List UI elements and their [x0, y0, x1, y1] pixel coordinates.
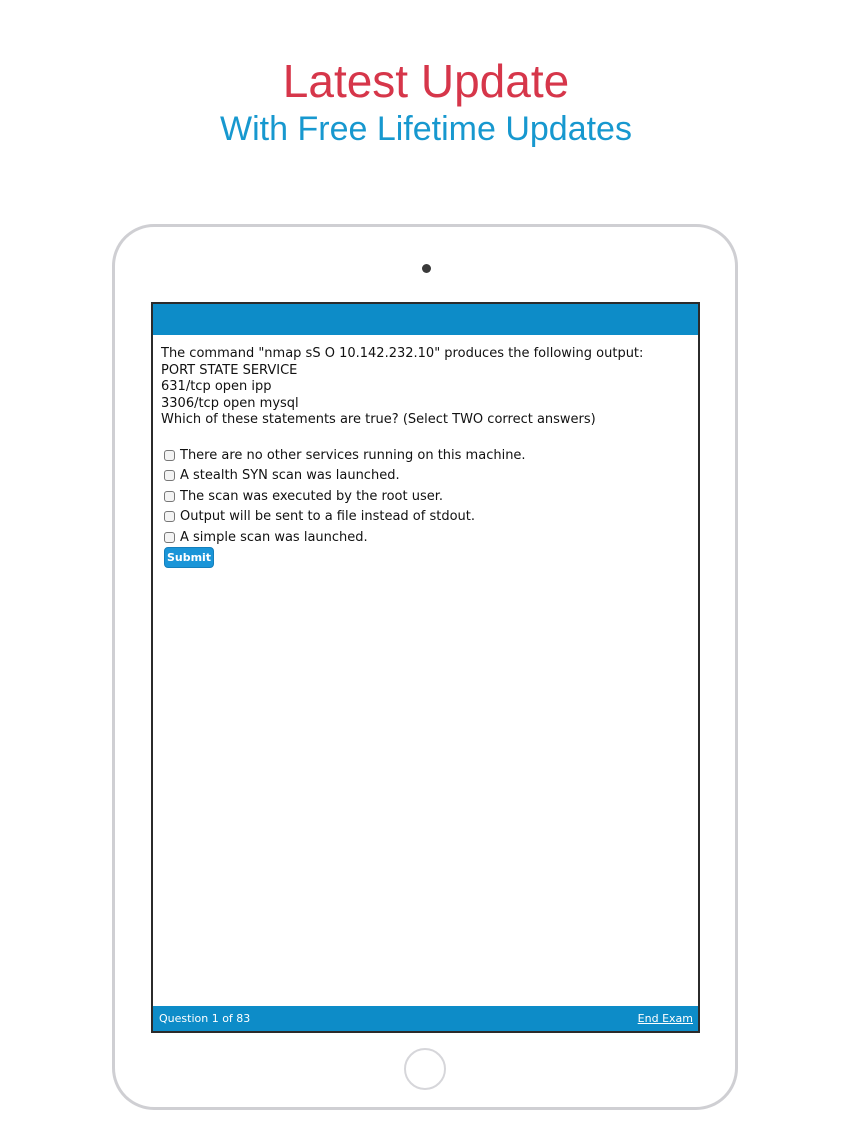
question-line: The command "nmap sS O 10.142.232.10" produces the following output: [161, 346, 644, 361]
promo-subtitle: With Free Lifetime Updates [220, 110, 632, 148]
answer-option-4[interactable] [164, 507, 684, 528]
question-line: Which of these statements are true? (Select TWO correct answers) [161, 412, 596, 427]
home-button[interactable] [404, 1048, 446, 1090]
answer-options [164, 445, 684, 548]
answer-label: A simple scan was launched. [180, 529, 368, 545]
bottom-bar [153, 1006, 698, 1031]
answer-label: There are no other services running on this machine. [180, 447, 526, 463]
answer-option-1[interactable] [164, 445, 684, 466]
answer-checkbox[interactable] [164, 532, 175, 543]
top-bar [153, 304, 698, 335]
question-line: 3306/tcp open mysql [161, 395, 299, 411]
answer-checkbox[interactable] [164, 511, 175, 522]
question-counter: Question 1 of 83 [159, 1012, 251, 1025]
answer-label: A stealth SYN scan was launched. [180, 468, 400, 484]
answer-option-3[interactable] [164, 486, 684, 507]
answer-checkbox[interactable] [164, 470, 175, 481]
answer-checkbox[interactable] [164, 450, 175, 461]
question-text [161, 346, 691, 429]
answer-option-2[interactable] [164, 466, 684, 487]
exam-screen [151, 302, 700, 1033]
camera-icon [422, 264, 431, 273]
question-line: 631/tcp open ipp [161, 379, 272, 394]
answer-option-5[interactable] [164, 527, 684, 548]
answer-checkbox[interactable] [164, 491, 175, 502]
answer-label: The scan was executed by the root user. [180, 488, 444, 504]
promo-title: Latest Update [282, 55, 570, 107]
submit-button[interactable]: Submit [164, 547, 214, 568]
question-line: PORT STATE SERVICE [161, 362, 298, 378]
answer-label: Output will be sent to a file instead of stdout. [180, 509, 476, 525]
end-exam-link[interactable]: End Exam [637, 1012, 693, 1025]
